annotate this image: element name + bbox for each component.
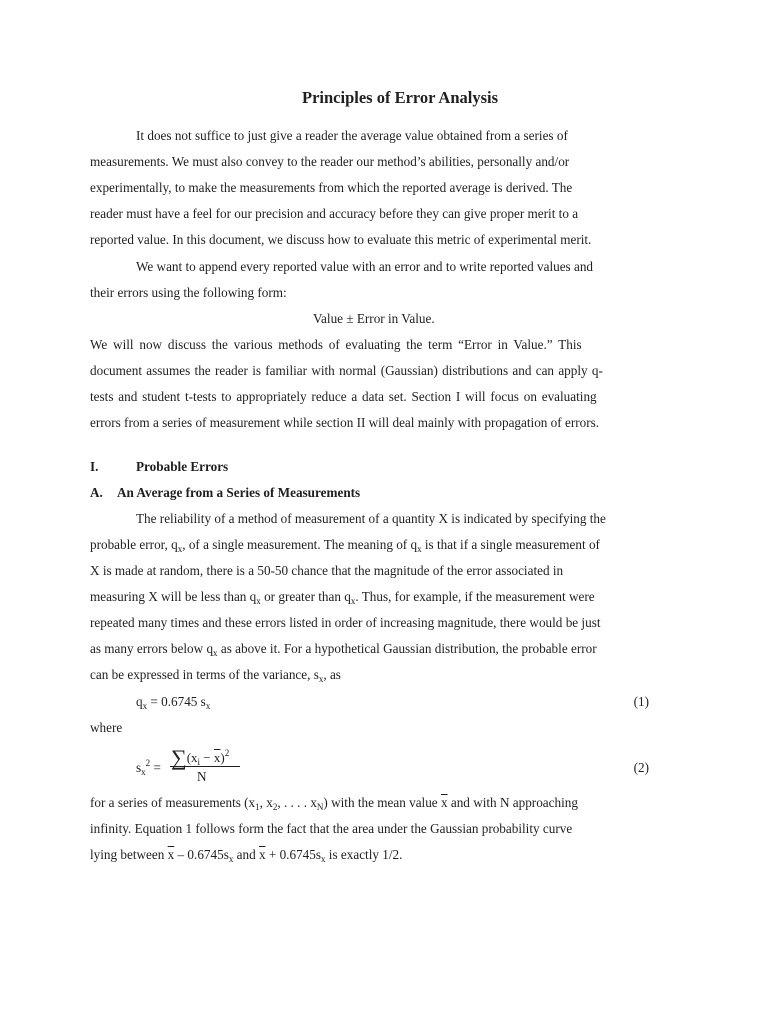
paragraph-line: lying between $\overline{x} - 0.6745s_x$ and $\overline{x} + 0.6745s_x$ is exactly 1/2. (90, 847, 403, 864)
subsection-letter: A. (90, 485, 103, 500)
intro-line: It does not suffice to just give a reader the average value obtained from a series of (136, 128, 568, 143)
form-line: Value ± Error in Value. (313, 311, 435, 326)
intro-line: experimentally, to make the measurements from which the reported average is derived. The (90, 180, 573, 195)
discussion-line: document assumes the reader is familiar with normal (Gaussian) distributions and can apply q- (90, 363, 603, 378)
paragraph-line: for a series of measurements ($x_1$, $x_2$, . . . . $x_N$) with the mean value $\overline{x}$ and with N approaching (90, 795, 578, 812)
fraction-bar (170, 766, 240, 767)
equation-2-lhs: $s_x^2$ = (136, 758, 161, 777)
intro-line: reader must have a feel for our precision and accuracy before they can give proper merit to a (90, 206, 579, 221)
equation-1-number: (1) (633, 694, 649, 709)
paragraph-line: probable error, $q_x$, of a single measurement. The meaning of $q_x$ is that if a single measurement of (90, 537, 600, 554)
paragraph-line: repeated many times and these errors listed in order of increasing magnitude, there would be just (90, 615, 601, 630)
paragraph-line: can be expressed in terms of the variance, $s_x$, as (90, 667, 341, 684)
paragraph-line: X is made at random, there is a 50-50 chance that the magnitude of the error associated in (90, 563, 564, 578)
paragraph-line: infinity. Equation 1 follows form the fact that the area under the Gaussian probability curve (90, 821, 573, 836)
page-title: Principles of Error Analysis (302, 88, 499, 107)
paragraph-line: as many errors below $q_x$ as above it. For a hypothetical Gaussian distribution, the probable error (90, 641, 597, 658)
subsection-heading: An Average from a Series of Measurements (117, 485, 361, 500)
discussion-line: tests and student t-tests to appropriately reduce a data set. Section I will focus on evaluating (90, 389, 597, 404)
intro-line: reported value. In this document, we discuss how to evaluate this metric of experimental merit. (90, 232, 592, 247)
sigma-icon: ∑ (171, 745, 187, 770)
equation-2-numerator: $\sum(x_i - \overline{x})^2$ (171, 745, 230, 770)
paragraph-line: The reliability of a method of measurement of a quantity X is indicated by specifying the (136, 511, 606, 526)
section-heading: Probable Errors (136, 459, 229, 474)
equation-1: $q_x = 0.6745$ $s_x$ (136, 694, 211, 711)
intro-line: We want to append every reported value with an error and to write reported values and (136, 259, 594, 274)
intro-line: their errors using the following form: (90, 285, 287, 300)
equation-2-denominator: N (197, 769, 207, 784)
paragraph-line: measuring X will be less than $q_x$ or greater than $q_x$. Thus, for example, if the measurement were (90, 589, 595, 606)
where-label: where (90, 720, 123, 735)
intro-line: measurements. We must also convey to the reader our method’s abilities, personally and/or (90, 154, 570, 169)
discussion-line: We will now discuss the various methods of evaluating the term “Error in Value.” This (90, 337, 582, 352)
section-number: I. (90, 459, 99, 474)
equation-2-number: (2) (633, 760, 649, 775)
discussion-line: errors from a series of measurement while section II will deal mainly with propagation of errors. (90, 415, 600, 430)
